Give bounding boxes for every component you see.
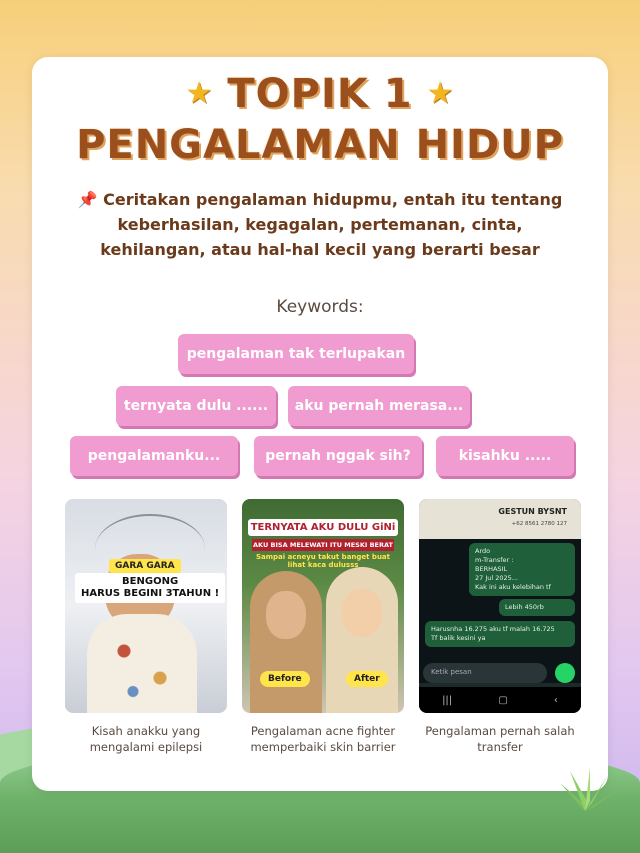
star-icon: ★	[185, 76, 214, 111]
overlay-subtitle: AKU BISA MELEWATI ITU MESKI BERAT	[253, 541, 393, 549]
chat-subtitle: +62 8561 2780 127	[511, 521, 567, 527]
recent-apps-icon: |||	[442, 694, 453, 706]
keywords-label: Keywords:	[276, 297, 364, 317]
person-before	[250, 571, 322, 713]
person-after	[326, 567, 398, 713]
star-icon: ★	[426, 76, 455, 111]
example-caption: Pengalaman acne fighter memperbaiki skin barrier	[250, 724, 396, 754]
mic-icon	[555, 663, 575, 683]
home-icon: ▢	[498, 694, 508, 706]
page-title	[32, 69, 608, 171]
phone-navbar	[419, 687, 581, 713]
example-photo-epilepsy	[65, 499, 227, 713]
title-line-2: PENGALAMAN HIDUP	[76, 122, 564, 168]
after-label: After	[346, 671, 388, 687]
example-photo-acne	[242, 499, 404, 713]
keyword-pill: aku pernah merasa...	[288, 386, 470, 426]
plant-icon	[550, 763, 620, 813]
chat-bubble: Harusnha 16.275 aku tf malah 16.725 Tf balik kesini ya	[425, 621, 575, 647]
pin-icon: 📌	[77, 190, 98, 209]
keyword-pill: pernah nggak sih?	[254, 436, 422, 476]
child-body	[87, 614, 197, 713]
overlay-note: Sampai acneyu takut banget buat lihat kaca dulusss	[255, 553, 391, 569]
chat-bubble: Ardo m-Transfer : BERHASIL 27 Jul 2025... Kak ini aku kelebihan tf	[469, 543, 575, 596]
before-label: Before	[260, 671, 310, 687]
chat-bubble: Lebih 450rb	[499, 599, 575, 616]
example-photo-transfer	[419, 499, 581, 713]
keyword-pill: ternyata dulu ......	[116, 386, 276, 426]
chat-input: Ketik pesan	[423, 663, 547, 683]
example-caption: Kisah anakku yang mengalami epilepsi	[89, 724, 203, 754]
overlay-title: TERNYATA AKU DULU GiNi	[248, 519, 398, 536]
overlay-text: BENGONG HARUS BEGINI 3TAHUN !	[75, 573, 225, 603]
title-line-1	[32, 69, 608, 119]
keyword-pill: pengalamanku...	[70, 436, 238, 476]
overlay-badge: GARA GARA	[109, 559, 181, 573]
content-card	[32, 57, 608, 791]
title-topic: TOPIK 1	[227, 71, 413, 117]
keyword-pill: pengalaman tak terlupakan	[178, 334, 414, 374]
keyword-pill: kisahku .....	[436, 436, 574, 476]
back-icon: ‹	[553, 694, 558, 706]
description	[72, 187, 568, 262]
example-caption: Pengalaman pernah salah transfer	[425, 724, 575, 754]
chat-title: GESTUN BYSNT	[498, 507, 567, 516]
description-text: Ceritakan pengalaman hidupmu, entah itu tentang keberhasilan, kegagalan, pertemanan, cinta, kehilangan, atau hal-hal kecil yang berarti besar	[100, 190, 563, 259]
